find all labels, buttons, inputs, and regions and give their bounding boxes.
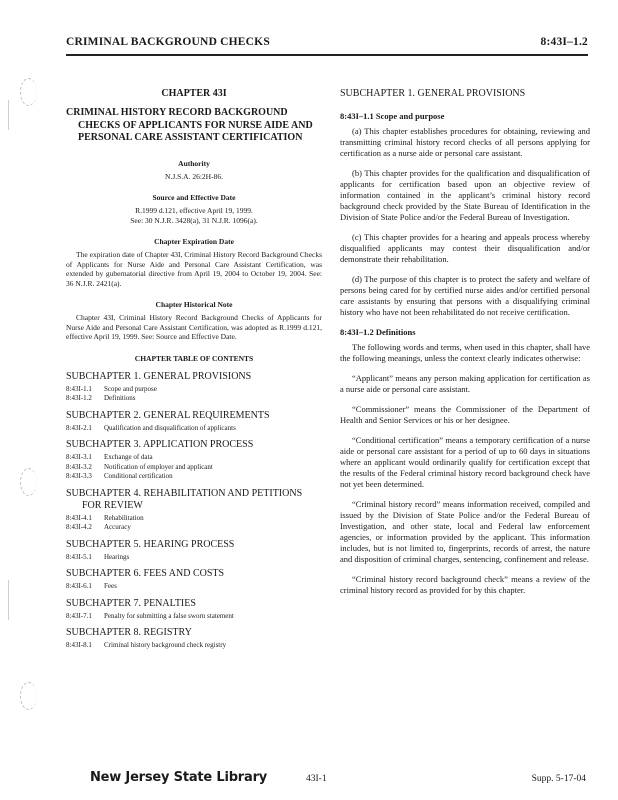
paragraph: (d) The purpose of this chapter is to protect the safety and welfare of persons being cared for by certified nurse aides and/or certified personal care assistants by ensuring that persons with a disqualifying criminal history who have not been rehabilitated do not receive certification. (340, 274, 590, 317)
toc-subchapter (66, 568, 322, 592)
toc-subchapter (66, 410, 322, 434)
section-heading-definitions: 8:43I–1.2 Definitions (340, 327, 416, 337)
toc-entry-number: 8:43I-1.1 (66, 384, 92, 393)
toc-entry-title: Qualification and disqualification of applicants (104, 423, 236, 432)
source-text-1: R.1999 d.121, effective April 19, 1999. (135, 206, 253, 215)
authority-text: N.J.S.A. 26:2H-86. (165, 171, 223, 181)
toc-entry (66, 553, 322, 563)
toc-entry (66, 385, 322, 395)
toc-entry-number: 8:43I-3.1 (66, 453, 92, 461)
toc-entry-title: Accuracy (104, 523, 131, 531)
toc-entry-title: Exchange of data (104, 453, 153, 461)
toc-entry (66, 424, 322, 434)
library-stamp: New Jersey State Library (90, 770, 268, 785)
subchapter-title: SUBCHAPTER 1. GENERAL PROVISIONS (340, 88, 526, 99)
toc-entry-number: 8:43I-8.1 (66, 641, 92, 649)
paragraph: “Criminal history record” means information received, compiled and issued by the Division of State Police and/or the Federal Bureau of Investigation, and other state, local and Federal law enforcement agencies, or information provided by the applicant. This information includes, but is not limited to, fingerprints, records of arrest, the nature and disposition of criminal charges, sentencing, confinement and release. (340, 499, 590, 564)
chapter-title: CHAPTER 43I (161, 88, 227, 99)
toc-entry-number: 8:43I-3.2 (66, 462, 92, 471)
toc-entry-title: Hearings (104, 552, 130, 561)
section-definitions-body (340, 342, 590, 596)
toc-entry (66, 523, 322, 533)
toc-entry (66, 612, 322, 622)
toc-entry-title: Conditional certification (104, 472, 173, 480)
paragraph: (c) This chapter provides for a hearing and appeals process whereby disqualified applicants may contest their disqualification and/or demonstrate their rehabilitation. (340, 232, 590, 264)
toc-entry (66, 453, 322, 463)
right-column (340, 88, 590, 605)
toc-subchapter (66, 598, 322, 622)
toc-subchapter-title: SUBCHAPTER 2. GENERAL REQUIREMENTS (66, 409, 270, 421)
authority-heading: Authority (178, 158, 210, 168)
punch-hole-mark (20, 682, 37, 710)
expiration-heading: Chapter Expiration Date (154, 237, 234, 246)
toc-entry-number: 8:43I-5.1 (66, 552, 92, 561)
toc-heading: CHAPTER TABLE OF CONTENTS (134, 353, 254, 363)
toc-subchapter-title: SUBCHAPTER 3. APPLICATION PROCESS (66, 439, 254, 450)
source-text-2: See: 30 N.J.R. 3428(a), 31 N.J.R. 1096(a). (130, 215, 258, 225)
paragraph: (b) This chapter provides for the qualification and disqualification of applicants for certification based upon an objective review of information contained in the applicant’s criminal history record background check provided by the State Bureau of Identification in the Division of State Police and/or the Federal Bureau of Investigation. (340, 168, 590, 222)
paragraph: “Conditional certification” means a temporary certification of a nurse aide or personal care assistant for a period of up to 60 days in situations where an applicant would ordinarily qualify for certification except that the results of the Federal criminal history record background check have not yet been determined. (340, 435, 590, 489)
toc-subchapter-title: SUBCHAPTER 4. REHABILITATION AND PETITIONS FOR REVIEW (66, 487, 303, 511)
margin-mark (8, 580, 9, 620)
expiration-text: The expiration date of Chapter 43I, Criminal History Record Background Checks of Applicants for Nurse Aide and Personal Care Assistant Certification, was extended by gubernatorial directive from April 19, 2004 to October 19, 2004. See: 36 N.J.R. 2421(a). (66, 250, 322, 288)
toc-entry (66, 641, 322, 651)
toc-entry-number: 8:43I-6.1 (66, 582, 92, 590)
toc-entry-number: 8:43I-3.3 (66, 472, 92, 480)
section-scope-body (340, 126, 590, 318)
history-text: Chapter 43I, Criminal History Record Background Checks of Applicants for Nurse Aide and Personal Care Assistant Certification, was adopted as R.1999 d.121, effective April 19, 1999. See: Source and Effective Date. (66, 313, 322, 341)
toc-entry-number: 8:43I-4.1 (66, 513, 92, 522)
toc-entry-title: Rehabilitation (104, 513, 144, 522)
toc-subchapter (66, 488, 322, 533)
punch-hole-mark (20, 78, 37, 106)
toc-entry (66, 394, 322, 404)
paragraph: “Applicant” means any person making application for certification as a nurse aide or personal care assistant. (340, 373, 590, 394)
toc-subchapter-title: SUBCHAPTER 5. HEARING PROCESS (66, 538, 235, 550)
toc-entry-title: Scope and purpose (104, 384, 157, 393)
toc-entry-title: Fees (104, 582, 117, 590)
toc-entry (66, 463, 322, 473)
toc-entry-number: 8:43I-7.1 (66, 611, 92, 620)
toc-entry-title: Criminal history background check registry (104, 641, 227, 649)
source-heading: Source and Effective Date (152, 193, 236, 202)
chapter-subtitle: CRIMINAL HISTORY RECORD BACKGROUND CHECKS OF APPLICANTS FOR NURSE AIDE AND PERSONAL CARE ASSISTANT CERTIFICATION (66, 107, 313, 143)
toc-entry-number: 8:43I-4.2 (66, 523, 92, 531)
table-of-contents (66, 371, 322, 651)
toc-entry-title: Penalty for submitting a false sworn statement (104, 611, 234, 620)
toc-subchapter (66, 539, 322, 563)
toc-entry-number: 8:43I-1.2 (66, 394, 92, 402)
punch-hole-mark (20, 468, 37, 496)
paragraph: “Commissioner” means the Commissioner of the Department of Health and Senior Services or his or her designee. (340, 404, 590, 425)
toc-subchapter-title: SUBCHAPTER 7. PENALTIES (66, 597, 196, 609)
toc-entry-title: Definitions (104, 394, 136, 402)
page-number: 43I-1 (306, 774, 327, 784)
header-rule (66, 54, 588, 56)
toc-subchapter-title: SUBCHAPTER 6. FEES AND COSTS (66, 568, 225, 579)
toc-subchapter (66, 371, 322, 404)
toc-subchapter (66, 439, 322, 482)
toc-entry (66, 472, 322, 482)
history-heading: Chapter Historical Note (155, 300, 233, 309)
header-title: CRIMINAL BACKGROUND CHECKS (66, 36, 270, 48)
toc-entry-number: 8:43I-2.1 (66, 423, 92, 432)
running-header (66, 36, 588, 48)
paragraph: “Criminal history record background check” means a review of the criminal history record as provided for by this chapter. (340, 574, 590, 595)
toc-entry (66, 582, 322, 592)
margin-mark (8, 100, 9, 130)
paragraph: (a) This chapter establishes procedures for obtaining, reviewing and transmitting criminal history record checks of all persons applying for certification as a nurse aide or personal care assistant. (340, 126, 590, 158)
left-column (66, 88, 322, 657)
toc-entry (66, 514, 322, 524)
toc-subchapter (66, 627, 322, 651)
header-section-number: 8:43I–1.2 (540, 36, 588, 48)
paragraph: The following words and terms, when used in this chapter, shall have the following meanings, unless the context clearly indicates otherwise: (340, 342, 590, 363)
toc-subchapter-title: SUBCHAPTER 8. REGISTRY (66, 627, 192, 638)
toc-entry-title: Notification of employer and applicant (104, 462, 213, 471)
toc-subchapter-title: SUBCHAPTER 1. GENERAL PROVISIONS (66, 370, 252, 382)
supplement-date: Supp. 5-17-04 (531, 774, 586, 784)
section-heading-scope: 8:43I–1.1 Scope and purpose (340, 111, 445, 121)
